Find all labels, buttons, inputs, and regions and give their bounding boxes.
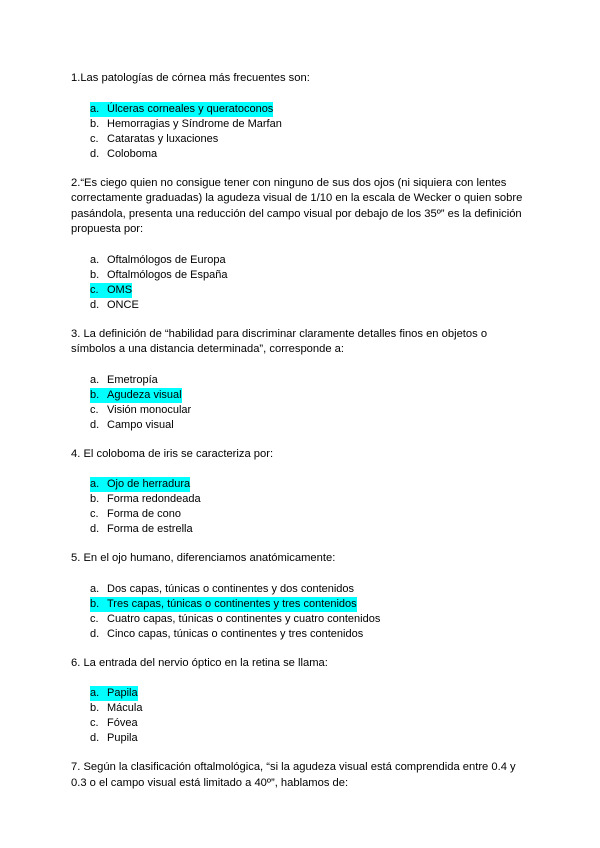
option-a: [90, 253, 530, 268]
option-list: [71, 686, 530, 746]
option-text: Fóvea: [107, 717, 138, 729]
option-text: Cataratas y luxaciones: [107, 132, 219, 145]
question-7: [71, 760, 530, 791]
option-letter: d.: [90, 732, 100, 744]
option-list: [71, 373, 530, 433]
question-5: [71, 551, 530, 642]
option-letter: c.: [90, 717, 99, 729]
option-letter: b.: [90, 117, 100, 130]
option-b: [90, 492, 530, 507]
option-letter: a.: [90, 253, 100, 266]
option-text: Oftalmólogos de España: [107, 268, 228, 281]
option-list: [71, 102, 530, 162]
option-text: ONCE: [107, 298, 139, 311]
option-b: [90, 597, 530, 612]
option-a: [90, 582, 530, 597]
option-letter: b.: [90, 388, 107, 403]
option-b: [90, 388, 530, 403]
option-text: Forma de estrella: [107, 523, 193, 535]
question-text: 5. En el ojo humano, diferenciamos anatómicamente:: [71, 552, 336, 564]
option-letter: d.: [90, 627, 100, 640]
question-text: 7. Según la clasificación oftalmológica, “si la agudeza visual está comprendida entre 0.4 y 0.3 o el campo visual está limitado a 40º”, hablamos de:: [71, 761, 519, 789]
question-text: 6. La entrada del nervio óptico en la retina se llama:: [71, 656, 328, 669]
option-letter: d.: [90, 147, 100, 160]
option-letter: c.: [90, 283, 107, 298]
option-c: [90, 403, 530, 418]
option-text: Forma de cono: [107, 508, 181, 520]
option-c: [90, 507, 530, 522]
question-3: [71, 327, 530, 433]
option-text-highlighted: Ojo de herradura: [107, 478, 191, 490]
option-letter: c.: [90, 508, 99, 520]
option-d: [90, 731, 530, 746]
question-text: 4. El coloboma de iris se caracteriza por:: [71, 447, 274, 460]
question-text: 2.“Es ciego quien no consigue tener con ninguno de sus dos ojos (ni siquiera con lentes correctamente graduadas) la agudeza visual de 1/10 en la escala de Wecker o quien sobre pasándola, presenta una reducción del campo visual por debajo de los 35º” es la definición propuesta por:: [71, 176, 526, 235]
option-letter: a.: [90, 582, 100, 595]
option-letter: d.: [90, 523, 100, 535]
option-text-highlighted: OMS: [107, 283, 133, 296]
option-letter: a.: [90, 686, 107, 701]
option-text: Visión monocular: [107, 403, 192, 416]
option-text: Hemorragias y Síndrome de Marfan: [107, 117, 282, 130]
option-text: Campo visual: [107, 418, 174, 431]
option-letter: a.: [90, 477, 107, 492]
option-a: [90, 102, 530, 117]
option-text: Mácula: [107, 702, 143, 714]
question-text: 3. La definición de “habilidad para discriminar claramente detalles finos en objetos o símbolos a una distancia determinada”, corresponde a:: [71, 327, 491, 355]
option-b: [90, 268, 530, 283]
option-list: [71, 582, 530, 642]
option-letter: c.: [90, 132, 99, 145]
option-text: Cuatro capas, túnicas o continentes y cuatro contenidos: [107, 612, 381, 625]
option-a: [90, 686, 530, 701]
option-letter: d.: [90, 418, 100, 431]
option-a: [90, 373, 530, 388]
question-4: [71, 447, 530, 538]
option-c: [90, 612, 530, 627]
option-text: Coloboma: [107, 147, 158, 160]
option-text: Dos capas, túnicas o continentes y dos contenidos: [107, 582, 355, 595]
option-text-highlighted: Papila: [107, 687, 138, 699]
option-d: [90, 627, 530, 642]
option-letter: a.: [90, 102, 107, 117]
option-text-highlighted: Tres capas, túnicas o continentes y tres contenidos: [107, 597, 357, 610]
option-c: [90, 283, 530, 298]
option-text-highlighted: Agudeza visual: [107, 388, 182, 401]
option-text-highlighted: Úlceras corneales y queratoconos: [107, 102, 274, 115]
option-letter: d.: [90, 298, 100, 311]
option-d: [90, 298, 530, 313]
option-b: [90, 117, 530, 132]
question-2: [71, 176, 530, 313]
option-letter: b.: [90, 702, 100, 714]
option-c: [90, 132, 530, 147]
question-6: [71, 656, 530, 747]
option-letter: c.: [90, 612, 99, 625]
option-letter: b.: [90, 268, 100, 281]
option-letter: a.: [90, 373, 100, 386]
option-text: Pupila: [107, 732, 138, 744]
option-text: Oftalmólogos de Europa: [107, 253, 226, 266]
option-d: [90, 147, 530, 162]
option-letter: c.: [90, 403, 99, 416]
question-text: 1.Las patologías de córnea más frecuentes son:: [71, 72, 310, 84]
option-a: [90, 477, 530, 492]
question-1: [71, 71, 530, 162]
option-text: Emetropía: [107, 373, 158, 386]
option-d: [90, 522, 530, 537]
option-text: Forma redondeada: [107, 493, 201, 505]
option-c: [90, 716, 530, 731]
option-letter: b.: [90, 493, 100, 505]
option-text: Cinco capas, túnicas o continentes y tres contenidos: [107, 627, 364, 640]
option-d: [90, 418, 530, 433]
option-letter: b.: [90, 597, 107, 612]
option-list: [71, 253, 530, 313]
option-b: [90, 701, 530, 716]
option-list: [71, 477, 530, 537]
